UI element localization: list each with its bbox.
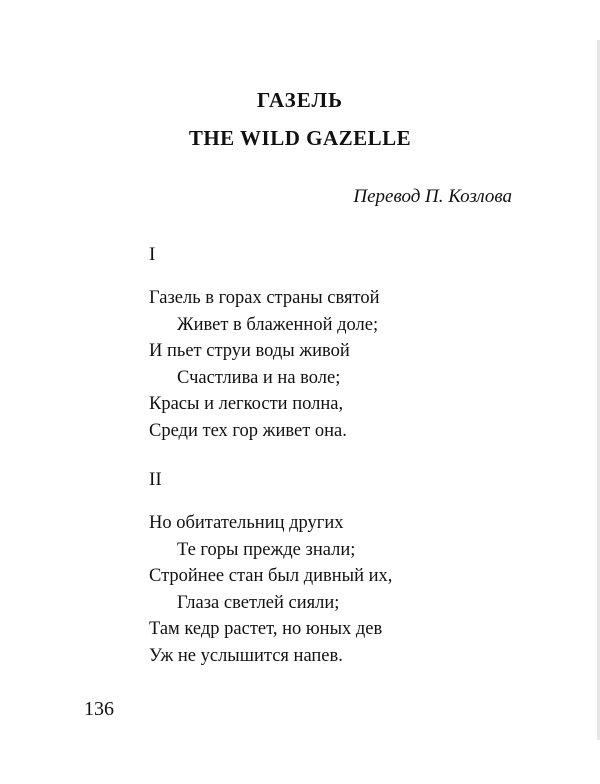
stanza-2 [149, 510, 449, 669]
verse-line: Красы и легкости полна, [149, 394, 344, 414]
verse-line: Живет в блаженной доле; [177, 314, 379, 335]
verse-line: Среди тех гор живет она. [149, 420, 347, 441]
stanza-numeral-2: II [149, 469, 162, 490]
stanza-numeral-1: I [149, 244, 156, 265]
page-number: 136 [84, 698, 114, 720]
verse-line: Там кедр растет, но юных дев [149, 619, 383, 639]
verse-line: И пьет струи воды живой [149, 341, 350, 361]
poem-title-russian: ГАЗЕЛЬ [256, 88, 344, 112]
verse-line: Но обитательниц других [149, 513, 344, 533]
verse-line: Счастлива и на воле; [177, 367, 341, 388]
poem-title-english: THE WILD GAZELLE [188, 126, 412, 150]
verse-line: Уж не услышится напев. [149, 645, 343, 666]
verse-line: Глаза светлей сияли; [177, 592, 340, 613]
verse-line: Газель в горах страны святой [149, 288, 380, 308]
translator-credit: Перевод П. Козлова [353, 186, 512, 207]
verse-line: Те горы прежде знали; [177, 539, 356, 560]
stanza-1 [149, 285, 449, 444]
verse-line: Стройнее стан был дивный их, [149, 566, 393, 586]
